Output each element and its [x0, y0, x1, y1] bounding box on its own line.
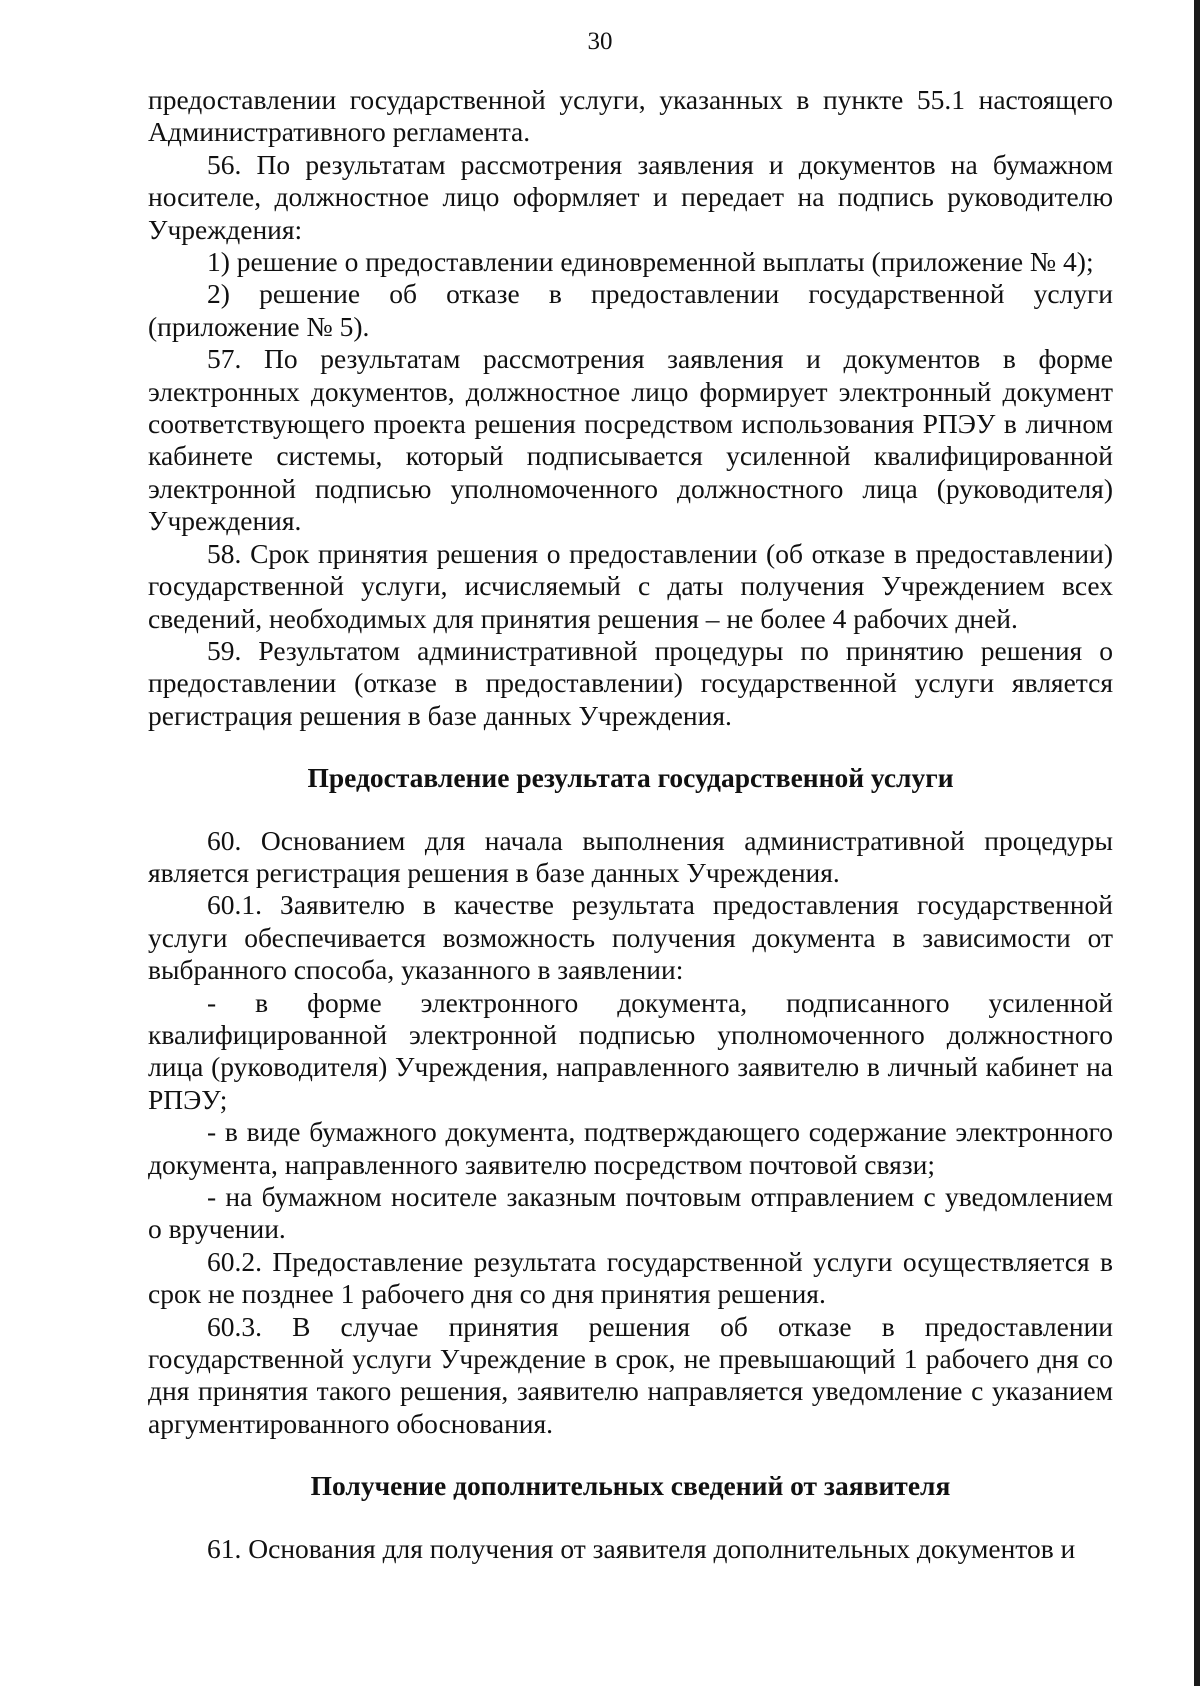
- paragraph: 1) решение о предоставлении единовременной выплаты (приложение № 4);: [207, 246, 1094, 278]
- paragraph: 60.2. Предоставление результата государственной услуги осуществляется в срок не позднее 1 рабочего дня со дня принятия решения.: [148, 1245, 1113, 1310]
- paragraph: предоставлении государственной услуги, указанных в пункте 55.1 настоящего Административного регламента.: [148, 84, 1113, 148]
- section-result-paragraphs: [148, 825, 1113, 1441]
- document-body: [148, 84, 1113, 1565]
- paragraph: 57. По результатам рассмотрения заявления и документов в форме электронных документов, должностное лицо формирует электронный документ соответствующего проекта решения посредством использования РПЭУ в личном кабинете системы, который подписывается усиленной квалифицированной электронной подписью уполномоченного должностного лица (руководителя) Учреждения.: [148, 343, 1113, 537]
- paragraph: - на бумажном носителе заказным почтовым отправлением с уведомлением о вручении.: [148, 1181, 1113, 1245]
- paragraph: - в форме электронного документа, подписанного усиленной квалифицированной электронной подписью уполномоченного должностного лица (руководителя) Учреждения, направленного заявителю в личный кабинет на РПЭУ;: [148, 986, 1113, 1115]
- section-heading-result-provision: Предоставление результата государственной услуги: [307, 762, 954, 794]
- paragraph: 56. По результатам рассмотрения заявления и документов на бумажном носителе, должностное лицо оформляет и передает на подпись руководителю Учреждения:: [148, 148, 1113, 245]
- paragraph: 2) решение об отказе в предоставлении государственной услуги (приложение № 5).: [148, 278, 1113, 342]
- page-edge-shadow: [1194, 0, 1200, 1686]
- paragraph: 60.1. Заявителю в качестве результата предоставления государственной услуги обеспечивается возможность получения документа в зависимости от выбранного способа, указанного в заявлении:: [148, 889, 1113, 986]
- paragraph: 61. Основания для получения от заявителя дополнительных документов и: [207, 1532, 1076, 1564]
- page-number: 30: [587, 28, 613, 55]
- paragraph: 58. Срок принятия решения о предоставлении (об отказе в предоставлении) государственной услуги, исчисляемый с даты получения Учреждением всех сведений, необходимых для принятия решения – не более 4 рабочих дней.: [148, 537, 1113, 634]
- paragraph: - в виде бумажного документа, подтверждающего содержание электронного документа, направленного заявителю посредством почтовой связи;: [148, 1116, 1113, 1180]
- section-heading-additional-info: Получение дополнительных сведений от заявителя: [310, 1470, 951, 1502]
- paragraph: 59. Результатом административной процедуры по принятию решения о предоставлении (отказе в предоставлении) государственной услуги является регистрация решения в базе данных Учреждения.: [148, 634, 1113, 731]
- section-additional-info-paragraphs: [148, 1533, 1113, 1565]
- paragraph: 60. Основанием для начала выполнения административной процедуры является регистрация решения в базе данных Учреждения.: [148, 824, 1113, 888]
- paragraph: 60.3. В случае принятия решения об отказе в предоставлении государственной услуги Учреждение в срок, не превышающий 1 рабочего дня со дня принятия такого решения, заявителю направляется уведомление с указанием аргументированного обоснования.: [148, 1310, 1113, 1439]
- section-decision-paragraphs: [148, 84, 1113, 732]
